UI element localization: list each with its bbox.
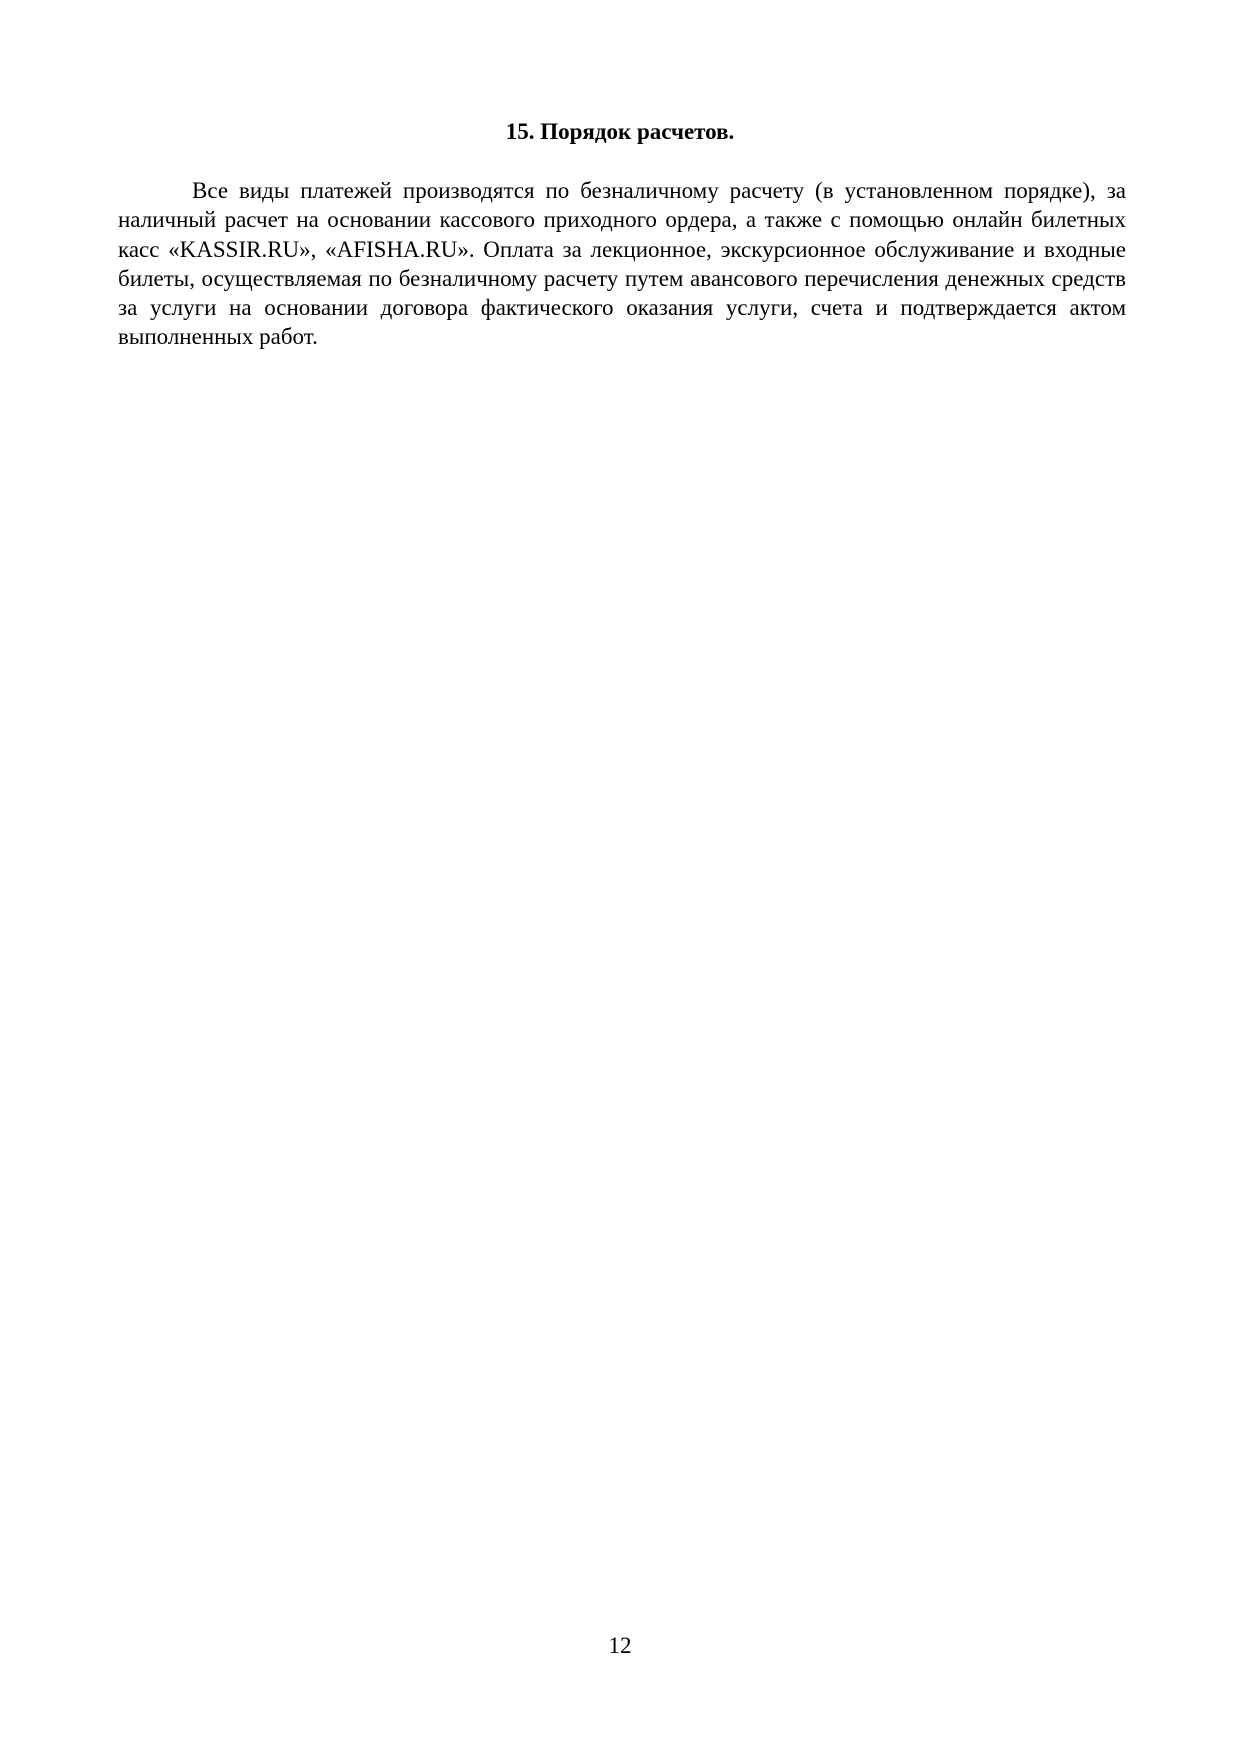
page-number: 12 xyxy=(608,1633,632,1658)
section-title: 15. Порядок расчетов. xyxy=(505,119,735,144)
section-paragraph: Все виды платежей производятся по безналичному расчету (в установленном порядке), за наличный расчет на основании кассового приходного ордера, а также с помощью онлайн билетных касс «KASSIR.RU», «AFISHA.RU». Оплата за лекционное, экскурсионное обслуживание и входные билеты, осуществляемая по безналичному расчету путем авансового перечисления денежных средств за услуги на основании договора фактического оказания услуги, счета и подтверждается актом выполненных работ. xyxy=(118,178,1126,350)
